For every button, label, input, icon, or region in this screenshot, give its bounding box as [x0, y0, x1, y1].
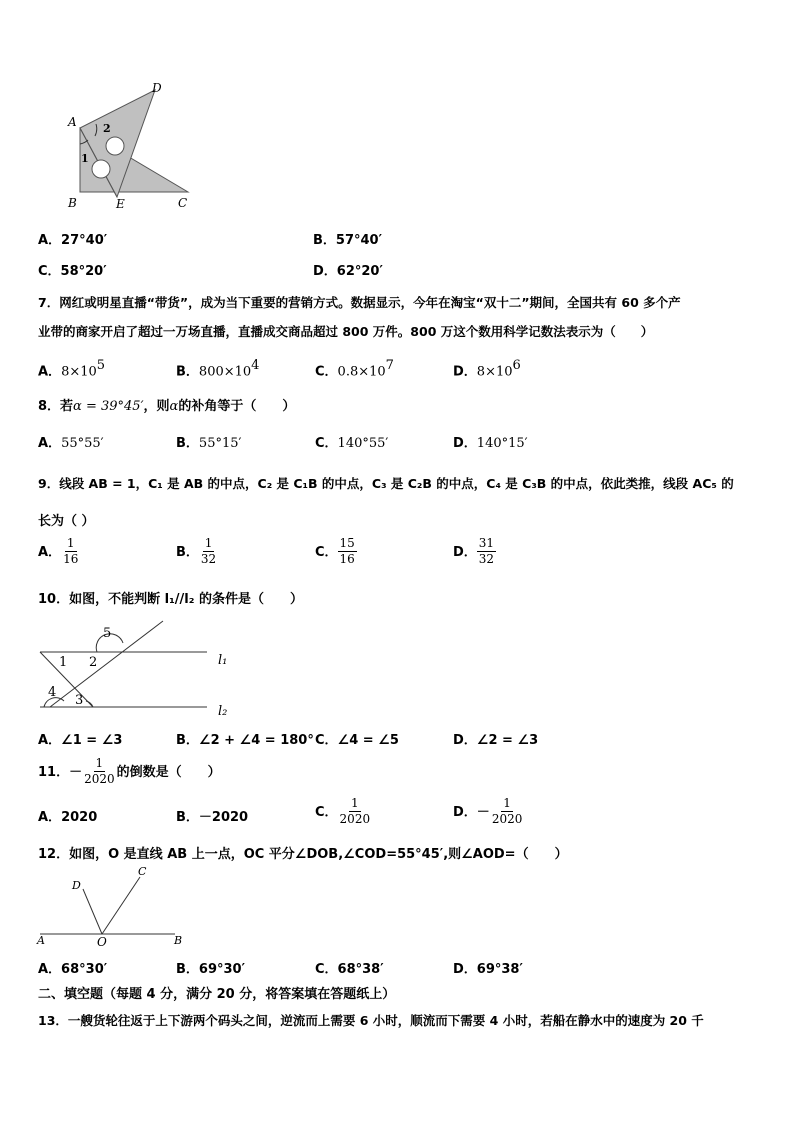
label-D: D — [152, 81, 162, 95]
label-1: 1 — [59, 655, 68, 670]
q8-text: 8．若α = 39°45′，则α的补角等于（ ） — [38, 399, 296, 414]
q11-text: 11．－ $\frac{1}{2020}$ 的倒数是（ ） — [38, 756, 221, 786]
q7-option-b: B．$800\times 10^4$ — [176, 358, 260, 380]
q7-option-a: A．$8\times 10^5$ — [38, 358, 106, 380]
q9-option-a: A． $\frac{1}{16}$ — [38, 536, 79, 566]
q8-option-c: C．140°55′ — [315, 436, 389, 451]
label-2: 2 — [89, 655, 98, 670]
label-O: O — [97, 935, 107, 947]
q6-option-d: D．62°20′ — [313, 264, 383, 279]
q7-text-line1: 7．网红或明星直播“带货”，成为当下重要的营销方式。数据显示，今年在淘宝“双十二”期间，全国共有 60 多个产 — [38, 295, 681, 310]
q11-option-a: A．2020 — [38, 810, 98, 825]
label-A: A — [37, 934, 45, 947]
q7-option-c: C．$0.8\times 10^7$ — [315, 358, 394, 380]
label-C: C — [138, 865, 147, 878]
q8-option-d: D．140°15′ — [453, 436, 528, 451]
label-4: 4 — [48, 685, 57, 700]
label-D: D — [72, 879, 81, 892]
label-l1: l₁ — [218, 653, 228, 668]
label-3: 3 — [75, 693, 84, 708]
q11-option-d: D．－ $\frac{1}{2020}$ — [453, 796, 523, 826]
label-C: C — [178, 196, 188, 210]
q6-option-c: C．58°20′ — [38, 264, 107, 279]
q10-option-c: C．∠4 = ∠5 — [315, 733, 399, 748]
q11-option-b: B．－2020 — [176, 810, 249, 825]
q9-text-line1: 9．线段 AB = 1，C₁ 是 AB 的中点，C₂ 是 C₁B 的中点，C₃ 是 C₂B 的中点，C₄ 是 C₃B 的中点，依此类推，线段 AC₅ 的 — [38, 476, 734, 491]
label-A: A — [68, 115, 77, 129]
q12-option-b: B．69°30′ — [176, 962, 246, 977]
q8-option-a: A．55°55′ — [38, 436, 104, 451]
q7-text-line2: 业带的商家开启了超过一万场直播，直播成交商品超过 800 万件。800 万这个数用科学记数法表示为（ ） — [38, 324, 654, 339]
q8-option-b: B．55°15′ — [176, 436, 242, 451]
q12-option-a: A．68°30′ — [38, 962, 108, 977]
label-E: E — [116, 197, 125, 211]
q6-option-b: B．57°40′ — [313, 233, 383, 248]
q10-option-d: D．∠2 = ∠3 — [453, 733, 539, 748]
section-title: 二、填空题（每题 4 分，满分 20 分，将答案填在答题纸上） — [38, 987, 396, 1002]
label-angle-2: 2 — [103, 122, 111, 135]
label-angle-1: 1 — [81, 152, 89, 165]
q13-text: 13．一艘货轮往返于上下游两个码头之间，逆流而上需要 6 小时，顺流而下需要 4 小时，若船在静水中的速度为 20 千 — [38, 1013, 704, 1028]
q6-option-a: A．27°40′ — [38, 233, 108, 248]
figure-parallel-lines — [35, 615, 245, 720]
label-l2: l₂ — [218, 704, 228, 719]
q7-option-d: D．$8\times 10^6$ — [453, 358, 521, 380]
q12-option-d: D．69°38′ — [453, 962, 523, 977]
q10-option-b: B．∠2 + ∠4 = 180° — [176, 733, 314, 748]
q10-option-a: A．∠1 = ∠3 — [38, 733, 123, 748]
label-B: B — [174, 934, 183, 947]
q12-option-c: C．68°38′ — [315, 962, 384, 977]
label-5: 5 — [103, 626, 112, 641]
figure-angle — [35, 862, 195, 947]
figure-triangles — [60, 80, 210, 215]
q9-text-line2: 长为（ ） — [38, 514, 95, 529]
q12-text: 12．如图，O 是直线 AB 上一点，OC 平分∠DOB,∠COD=55°45′,则∠AOD=（ ） — [38, 847, 568, 862]
q9-option-d: D． $\frac{31}{32}$ — [453, 536, 495, 566]
q9-option-c: C． $\frac{15}{16}$ — [315, 536, 355, 566]
label-B: B — [68, 196, 77, 210]
q10-text: 10．如图，不能判断 l₁//l₂ 的条件是（ ） — [38, 592, 303, 607]
q11-option-c: C． $\frac{1}{2020}$ — [315, 796, 371, 826]
q9-option-b: B． $\frac{1}{32}$ — [176, 536, 217, 566]
